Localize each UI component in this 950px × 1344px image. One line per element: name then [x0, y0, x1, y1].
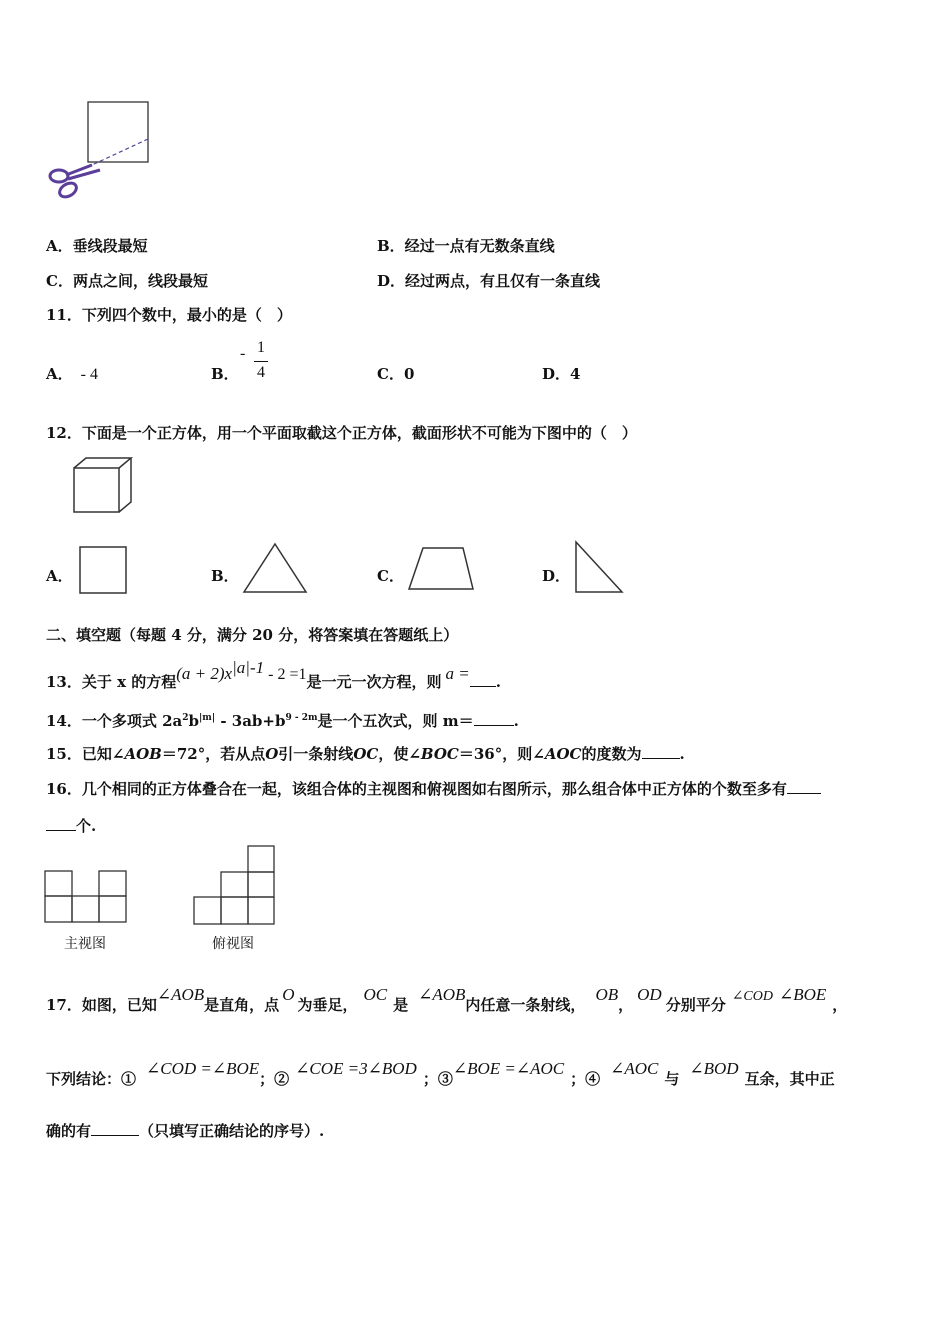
- q17-answer-blank[interactable]: [91, 1121, 139, 1136]
- square-shape: [78, 545, 130, 597]
- q17-l2-a: 下列结论：①: [46, 1070, 137, 1088]
- q11-b-fraction-bar: [254, 361, 268, 362]
- q17-conclusion-4a: ∠AOC: [610, 1059, 659, 1078]
- q11-b-denominator: 4: [257, 364, 265, 381]
- cut-line: [92, 139, 148, 165]
- q15-answer-blank[interactable]: [642, 744, 680, 759]
- q12-option-d: D．: [542, 567, 571, 585]
- q17-m4: ∠AOB: [418, 985, 466, 1004]
- top-view-label: 俯视图: [212, 936, 254, 952]
- q17-m1: ∠AOB: [156, 985, 205, 1004]
- q15-p4: ，使∠: [378, 745, 421, 763]
- q12-option-a: A．: [46, 567, 73, 585]
- paper-square: [88, 102, 148, 162]
- main-view-label: 主视图: [64, 936, 106, 952]
- q14-exp3: 9 - 2m: [285, 713, 318, 723]
- q13-equation-rest: - 2 =1: [264, 666, 307, 683]
- q10-option-a: A．垂线段最短: [46, 237, 148, 255]
- q14-exp1: 2: [182, 713, 189, 723]
- q17-conclusion-3: ∠BOE =∠AOC: [452, 1059, 565, 1078]
- q12-option-b: B．: [211, 567, 239, 585]
- q17-l2-e: 与: [664, 1070, 680, 1088]
- q11-stem: 11．下列四个数中，最小的是（ ）: [46, 306, 292, 324]
- q15-p1: 15．已知∠: [46, 745, 125, 763]
- q17-line2: [46, 1057, 835, 1091]
- q17-m8: ∠BOE: [779, 985, 827, 1004]
- q17-l1-b: 是直角，点: [204, 996, 280, 1014]
- q17-l2-c: ；③: [422, 1070, 453, 1088]
- q14-end: .: [513, 712, 519, 730]
- q17-l1-h: ，: [832, 996, 848, 1014]
- q13-prefix: 13．关于 x 的方程: [46, 673, 177, 691]
- q17-l1-c: 为垂足，: [297, 996, 358, 1014]
- q15-p5: ＝36°，则∠: [458, 745, 545, 763]
- section-2-heading: 二、填空题（每题 4 分，满分 20 分，将答案填在答题纸上）: [46, 626, 459, 644]
- q11-a-value: - 4: [80, 366, 98, 383]
- q17-l1-g: 分别平分: [665, 996, 726, 1014]
- q17-l2-f: 互余，其中正: [744, 1070, 835, 1088]
- q15-oc: OC: [353, 745, 379, 763]
- q14-suffix: 是一个五次式，则 m＝: [317, 712, 474, 730]
- triangle-shape: [240, 540, 312, 598]
- q15-aob: AOB: [124, 745, 162, 763]
- q13-answer-blank[interactable]: [470, 672, 496, 687]
- q13-var: a =: [445, 664, 470, 683]
- q12-stem: 12．下面是一个正方体，用一个平面取截这个正方体，截面形状不可能为下图中的（ ）: [46, 424, 637, 442]
- q17-line3: [46, 1121, 324, 1140]
- q11-option-a: [46, 365, 98, 384]
- q17-m5: OB: [595, 985, 619, 1004]
- q16-line2: [46, 816, 96, 835]
- q16-text: 16．几个相同的正方体叠合在一起，该组合体的主视图和俯视图如右图所示，那么组合体中正方体的个数至多有: [46, 780, 787, 798]
- scissors-icon: [50, 165, 100, 200]
- q17-conclusion-4b: ∠BOD: [689, 1059, 739, 1078]
- q16-line1: [46, 779, 821, 798]
- q11-b-sign: -: [240, 345, 246, 362]
- q14-b: b: [188, 712, 200, 730]
- scissors-cut-figure: [40, 95, 160, 210]
- q13-end: .: [495, 673, 501, 691]
- q13-exponent: |a|-1: [232, 658, 265, 677]
- q17-m3: OC: [363, 985, 388, 1004]
- q16-answer-blank-1[interactable]: [787, 779, 821, 794]
- q10-option-b: B．经过一点有无数条直线: [377, 237, 555, 255]
- q17-l3-a: 确的有: [46, 1122, 92, 1140]
- trapezoid-shape: [405, 543, 477, 595]
- q16-end: 个.: [76, 817, 97, 835]
- q14-prefix: 14．一个多项式 2a: [46, 712, 183, 730]
- q14-mid: - 3ab+b: [215, 712, 286, 730]
- q14: [46, 709, 519, 730]
- q15-p6: 的度数为: [581, 745, 642, 763]
- q15-p3: 引一条射线: [278, 745, 354, 763]
- q14-exp2: |m|: [199, 713, 216, 723]
- q13-equation: (a + 2)x: [176, 664, 233, 683]
- q17-l2-d: ；④: [570, 1070, 601, 1088]
- q17-m6: OD: [637, 985, 662, 1004]
- q15-p2: ＝72°，若从点: [161, 745, 266, 763]
- q17-conclusion-1: ∠COD =∠BOE: [146, 1059, 260, 1078]
- q11-option-d: D．4: [542, 365, 581, 383]
- q15-o: O: [265, 745, 279, 763]
- q17-l2-b: ；②: [259, 1070, 290, 1088]
- q13: [46, 656, 501, 694]
- q17-l3-b: （只填写正确结论的序号）.: [139, 1122, 325, 1140]
- right-triangle-shape: [572, 538, 628, 598]
- q15: [46, 744, 685, 763]
- q12-option-c: C．: [377, 567, 404, 585]
- q15-boc: BOC: [420, 745, 459, 763]
- q17-m2: O: [282, 985, 295, 1004]
- q14-answer-blank[interactable]: [474, 711, 514, 726]
- q17-l1-f: ，: [618, 996, 634, 1014]
- q16-answer-blank-2[interactable]: [46, 816, 76, 831]
- q17-l1-e: 内任意一条射线，: [465, 996, 586, 1014]
- q11-option-c: C．0: [377, 365, 415, 383]
- q13-mid: 是一元一次方程，则: [306, 673, 442, 691]
- q17-m7: ∠COD: [731, 989, 773, 1004]
- q15-aoc: AOC: [544, 745, 582, 763]
- main-view-figure: [44, 868, 130, 926]
- cube-figure: [70, 455, 140, 517]
- q17-l1-a: 17．如图，已知: [46, 996, 157, 1014]
- q15-end: .: [679, 745, 685, 763]
- top-view-figure: [192, 843, 278, 927]
- q10-option-d: D．经过两点，有且仅有一条直线: [377, 272, 601, 290]
- q10-option-c: C．两点之间，线段最短: [46, 272, 208, 290]
- q17-conclusion-2: ∠COE =3∠BOD: [295, 1059, 417, 1078]
- q17-line1: [46, 983, 847, 1017]
- q17-l1-d: 是: [393, 996, 409, 1014]
- q11-a-label: A．: [46, 365, 73, 383]
- q11-option-b-label: B．: [211, 365, 239, 383]
- q11-b-numerator: 1: [257, 339, 265, 356]
